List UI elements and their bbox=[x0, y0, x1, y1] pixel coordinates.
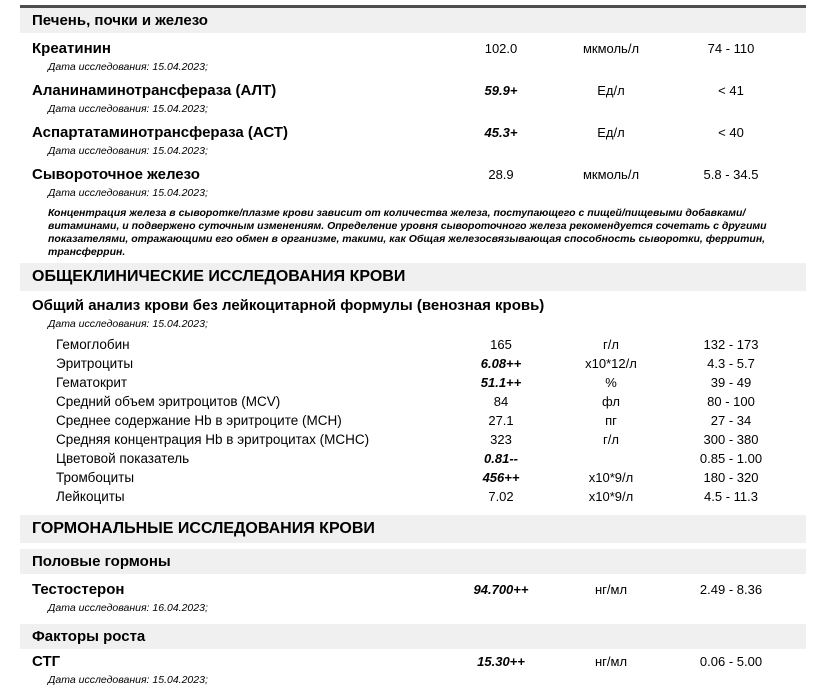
test-unit: Ед/л bbox=[597, 125, 625, 140]
test-date: Дата исследования: 16.04.2023; bbox=[48, 602, 208, 614]
test-range: < 41 bbox=[718, 83, 744, 98]
test-row-creatinine bbox=[20, 41, 806, 57]
analyte-name: Цветовой показатель bbox=[56, 451, 190, 466]
test-range: 74 - 110 bbox=[707, 41, 755, 56]
cbc-table bbox=[20, 336, 806, 507]
analyte-unit: г/л bbox=[603, 432, 619, 447]
test-date: Дата исследования: 15.04.2023; bbox=[48, 103, 208, 115]
section-header-general-clinical: ОБЩЕКЛИНИЧЕСКИЕ ИССЛЕДОВАНИЯ КРОВИ bbox=[20, 263, 806, 291]
test-row-ast bbox=[20, 125, 806, 141]
subsection-header-sex-hormones: Половые гормоны bbox=[20, 549, 806, 574]
section-header-liver-kidneys-iron: Печень, почки и железо bbox=[20, 8, 806, 33]
section-header-hormonal: ГОРМОНАЛЬНЫЕ ИССЛЕДОВАНИЯ КРОВИ bbox=[20, 515, 806, 543]
analyte-unit: г/л bbox=[603, 337, 619, 352]
test-name: Креатинин bbox=[32, 40, 111, 57]
cbc-row-color-index bbox=[20, 450, 806, 469]
test-unit: нг/мл bbox=[594, 582, 628, 597]
test-name: Сывороточное железо bbox=[32, 166, 200, 183]
analyte-unit: х10*9/л bbox=[588, 489, 634, 504]
analyte-value: 84 bbox=[493, 394, 509, 409]
analyte-value: 0.81-- bbox=[484, 451, 518, 466]
analyte-range: 0.85 - 1.00 bbox=[699, 451, 763, 466]
test-date: Дата исследования: 15.04.2023; bbox=[48, 61, 208, 73]
analyte-name: Эритроциты bbox=[56, 356, 134, 371]
test-unit: Ед/л bbox=[597, 83, 625, 98]
cbc-row-mch bbox=[20, 412, 806, 431]
analyte-value: 456++ bbox=[482, 470, 520, 485]
lab-report-page bbox=[0, 5, 826, 686]
analyte-value: 51.1++ bbox=[480, 375, 522, 390]
test-value: 94.700++ bbox=[473, 582, 529, 597]
analyte-value: 6.08++ bbox=[480, 356, 522, 371]
analyte-value: 7.02 bbox=[488, 489, 514, 504]
panel-name-cbc: Общий анализ крови без лейкоцитарной формулы (венозная кровь) bbox=[32, 297, 545, 314]
test-range: 5.8 - 34.5 bbox=[703, 167, 759, 182]
report-content bbox=[20, 5, 806, 686]
test-date: Дата исследования: 15.04.2023; bbox=[48, 145, 208, 157]
test-name: Аспартатаминотрансфераза (АСТ) bbox=[32, 124, 288, 141]
test-value: 102.0 bbox=[484, 41, 518, 56]
analyte-name: Средний объем эритроцитов (MCV) bbox=[56, 394, 281, 409]
analyte-range: 80 - 100 bbox=[707, 394, 755, 409]
analyte-range: 39 - 49 bbox=[710, 375, 752, 390]
cbc-row-mcv bbox=[20, 393, 806, 412]
analyte-unit: пг bbox=[605, 413, 617, 428]
cbc-row-hemoglobin bbox=[20, 336, 806, 355]
cbc-row-erythrocytes bbox=[20, 355, 806, 374]
analyte-range: 4.3 - 5.7 bbox=[707, 356, 755, 371]
test-unit: мкмоль/л bbox=[582, 41, 640, 56]
cbc-row-hematocrit bbox=[20, 374, 806, 393]
subsection-header-growth-factors: Факторы роста bbox=[20, 624, 806, 649]
test-date: Дата исследования: 15.04.2023; bbox=[48, 674, 208, 686]
analyte-range: 180 - 320 bbox=[703, 470, 759, 485]
analyte-range: 132 - 173 bbox=[703, 337, 759, 352]
test-range: 2.49 - 8.36 bbox=[699, 582, 763, 597]
analyte-range: 27 - 34 bbox=[710, 413, 752, 428]
test-date: Дата исследования: 15.04.2023; bbox=[48, 187, 208, 199]
test-name: Аланинаминотрансфераза (АЛТ) bbox=[32, 82, 277, 99]
analyte-range: 300 - 380 bbox=[703, 432, 759, 447]
analyte-value: 27.1 bbox=[488, 413, 514, 428]
test-unit: нг/мл bbox=[594, 654, 628, 669]
iron-note-text: Концентрация железа в сыворотке/плазме крови зависит от количества железа, поступающего с пищей/пищевыми добавками/витаминами, и подвержено суточным изменениям. Определение уровня сывороточного железа рекомендуется сочетать с другими показателями, отражающими его обмен в организме, такими, как Общая железосвязывающая способность сыворотки, ферритин, трансферрин. bbox=[48, 207, 767, 258]
analyte-unit: х10*12/л bbox=[585, 356, 637, 371]
analyte-value: 323 bbox=[490, 432, 512, 447]
analyte-name: Лейкоциты bbox=[56, 489, 125, 504]
test-value: 28.9 bbox=[488, 167, 514, 182]
test-name: СТГ bbox=[32, 653, 61, 670]
analyte-unit: х10*9/л bbox=[588, 470, 634, 485]
test-value: 15.30++ bbox=[477, 654, 525, 669]
analyte-value: 165 bbox=[490, 337, 512, 352]
cbc-row-platelets bbox=[20, 469, 806, 488]
test-range: 0.06 - 5.00 bbox=[699, 654, 763, 669]
analyte-name: Гематокрит bbox=[56, 375, 128, 390]
test-unit: мкмоль/л bbox=[582, 167, 640, 182]
analyte-unit: % bbox=[605, 375, 617, 390]
analyte-name: Гемоглобин bbox=[56, 337, 130, 352]
test-row-serum-iron bbox=[20, 167, 806, 183]
test-row-testosterone bbox=[20, 582, 806, 598]
analyte-name: Тромбоциты bbox=[56, 470, 135, 485]
analyte-range: 4.5 - 11.3 bbox=[704, 489, 758, 504]
cbc-row-mchc bbox=[20, 431, 806, 450]
analyte-name: Средняя концентрация Hb в эритроцитах (MCHC) bbox=[56, 432, 370, 447]
cbc-row-leukocytes bbox=[20, 488, 806, 507]
panel-date: Дата исследования: 15.04.2023; bbox=[48, 318, 208, 330]
analyte-name: Среднее содержание Hb в эритроците (MCH) bbox=[56, 413, 342, 428]
test-row-stg bbox=[20, 654, 806, 670]
test-value: 59.9+ bbox=[484, 83, 518, 98]
test-name: Тестостерон bbox=[32, 581, 125, 598]
test-range: < 40 bbox=[718, 125, 744, 140]
test-row-alt bbox=[20, 83, 806, 99]
test-value: 45.3+ bbox=[484, 125, 518, 140]
analyte-unit: фл bbox=[602, 394, 620, 409]
